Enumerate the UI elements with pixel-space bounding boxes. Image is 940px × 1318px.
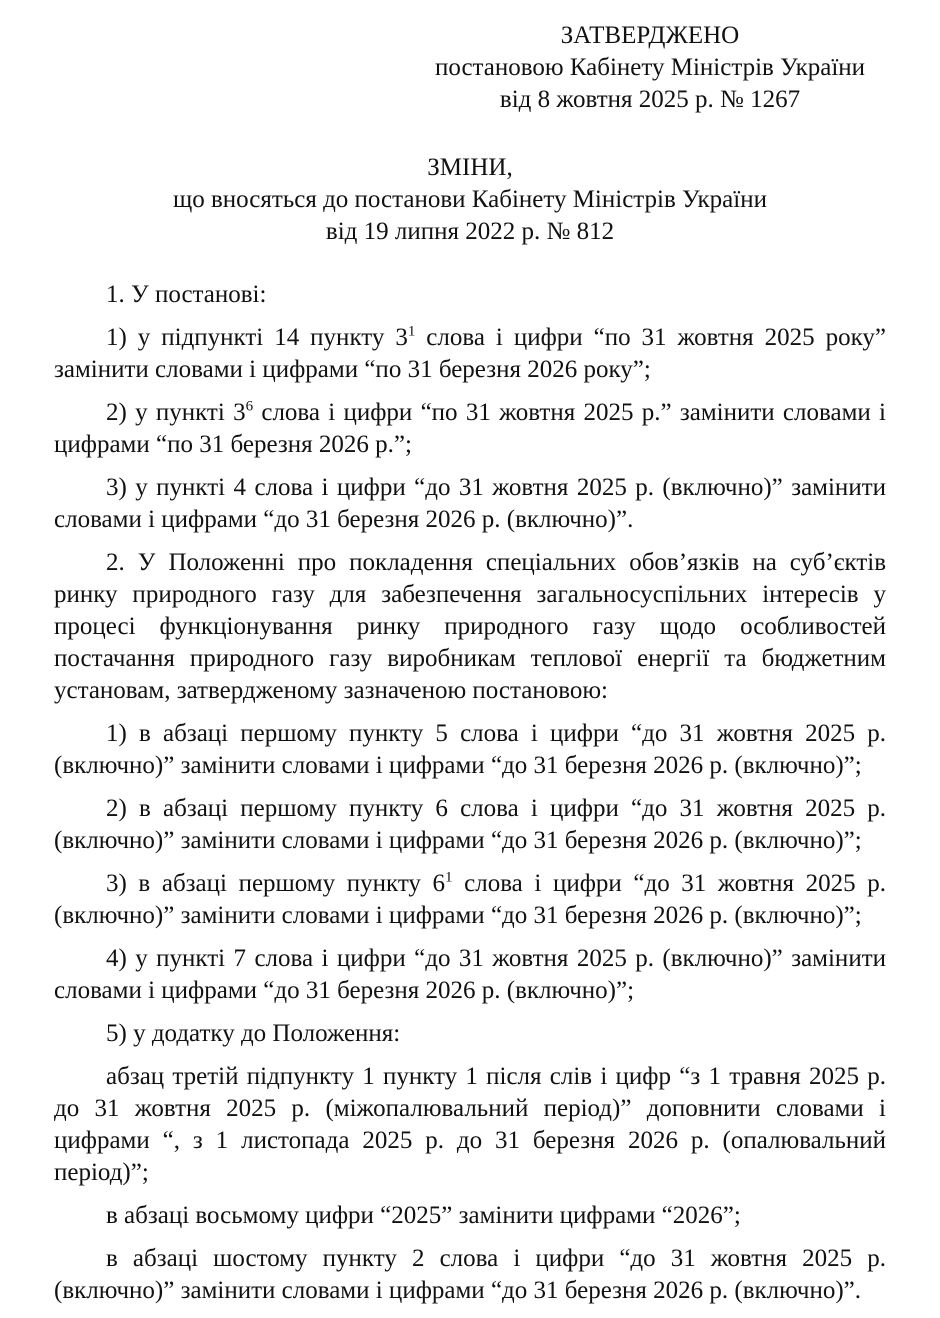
- item-text: слова і цифри “по 31 жовтня 2025 р.” замінити словами і цифрами “по 31 березня 2026 р.”;: [54, 399, 886, 458]
- document-body: [54, 279, 886, 1318]
- item-text: 1) у підпункті 14 пункту 3: [106, 324, 408, 351]
- section-2-item-5-paragraph-3: в абзаці шостому пункту 2 слова і цифри “до 31 жовтня 2025 р. (включно)” замінити словами і цифрами “до 31 березня 2026 р. (включно)”.: [54, 1245, 886, 1304]
- document-title: ЗМІНИ,: [427, 154, 513, 181]
- document-heading: [60, 152, 880, 248]
- section-2-item-3: [54, 868, 886, 932]
- item-text: слова і цифри “до 31 жовтня 2025 р. (включно)” замінити словами і цифрами “до 31 березня 2026 р. (включно)”;: [54, 870, 887, 929]
- approval-date: від 8 жовтня 2025 р. № 1267: [499, 86, 801, 113]
- item-text: 3) в абзаці першому пункту 6: [106, 870, 446, 897]
- item-text: слова і цифри “по 31 жовтня 2025 року” замінити словами і цифрами “по 31 березня 2026 року”;: [54, 324, 886, 383]
- section-1-item-1: [54, 322, 886, 386]
- section-1-item-2: [54, 397, 886, 461]
- section-1-item-3: 3) у пункті 4 слова і цифри “до 31 жовтня 2025 р. (включно)” замінити словами і цифрами “до 31 березня 2026 р. (включно)”.: [54, 474, 886, 533]
- approval-title: ЗАТВЕРДЖЕНО: [560, 22, 740, 49]
- section-2-item-4: 4) у пункті 7 слова і цифри “до 31 жовтня 2025 р. (включно)” замінити словами і цифрами “до 31 березня 2026 р. (включно)”;: [54, 945, 886, 1004]
- superscript: 6: [245, 398, 254, 415]
- superscript: 1: [445, 869, 453, 886]
- section-2-item-5-paragraph-1: абзац третій підпункту 1 пункту 1 після слів і цифр “з 1 травня 2025 р. до 31 жовтня 2025 р. (міжопалювальний період)” доповнити словами і цифрами “, з 1 листопада 2025 р. до 31 березня 2026 р. (опалювальний період)”;: [54, 1063, 886, 1186]
- approval-authority: постановою Кабінету Міністрів України: [434, 54, 866, 81]
- section-2-item-1: 1) в абзаці першому пункту 5 слова і цифри “до 31 жовтня 2025 р. (включно)” замінити словами і цифрами “до 31 березня 2026 р. (включно)”;: [54, 720, 886, 779]
- item-text: 2) у пункті 3: [106, 399, 246, 426]
- superscript: 1: [407, 323, 416, 340]
- section-2-item-5: 5) у додатку до Положення:: [106, 1020, 401, 1047]
- approval-stamp: [420, 20, 880, 116]
- document-subtitle: що вносяться до постанови Кабінету Міністрів України: [173, 186, 767, 213]
- section-2-item-5-paragraph-2: в абзаці восьмому цифри “2025” замінити цифрами “2026”;: [106, 1202, 741, 1229]
- section-1-intro: 1. У постанові:: [106, 281, 267, 308]
- document-subtitle-date: від 19 липня 2022 р. № 812: [325, 218, 615, 245]
- section-2-item-2: 2) в абзаці першому пункту 6 слова і цифри “до 31 жовтня 2025 р. (включно)” замінити словами і цифрами “до 31 березня 2026 р. (включно)”;: [54, 795, 886, 854]
- section-2-intro: 2. У Положенні про покладення спеціальних обов’язків на суб’єктів ринку природного газу для забезпечення загальносуспільних інтересів у процесі функціонування ринку природного газу щодо особливостей постачання природного газу виробникам теплової енергії та бюджетним установам, затвердженому зазначеною постановою:: [54, 549, 886, 704]
